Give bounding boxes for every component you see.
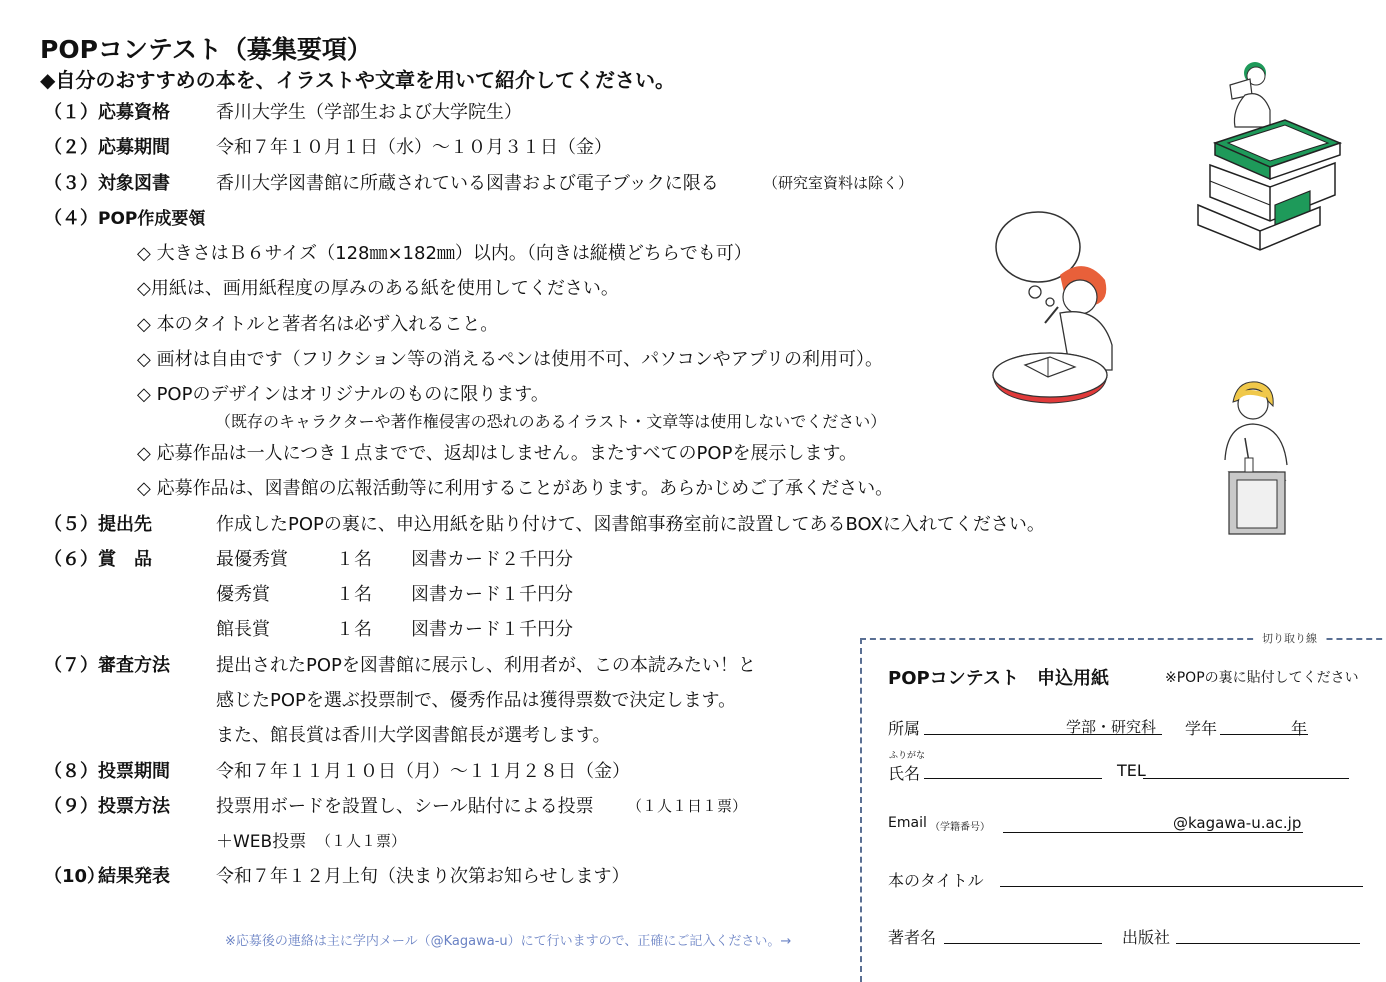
guideline-item: ◇用紙は、画用紙程度の厚みのある紙を使用してください。 [137, 278, 619, 299]
section-text: 令和７年１２月上旬（決まり次第お知らせします） [216, 866, 630, 887]
section-number: （８） [44, 761, 98, 782]
section-text: また、館長賞は香川大学図書館長が選考します。 [216, 725, 611, 746]
guideline-item: ◇ 画材は自由です（フリクション等の消えるペンは使用不可、パソコンやアプリの利用可）。 [137, 349, 884, 370]
section-number: （６） [44, 549, 98, 570]
section-text: 投票用ボードを設置し、シール貼付による投票 [216, 796, 594, 817]
prize-name: 最優秀賞 [216, 549, 288, 570]
publisher-field[interactable] [1176, 943, 1360, 944]
author-field[interactable] [944, 943, 1102, 944]
section-number: （７） [44, 655, 98, 676]
cut-line-label: 切り取り線 [1256, 630, 1323, 646]
section-label: 応募資格 [98, 102, 170, 123]
section-label: 賞 品 [98, 549, 152, 570]
prize-count: １名 [336, 619, 372, 640]
section-number: （５） [44, 514, 98, 535]
thinking-reader-illustration [990, 205, 1130, 410]
publisher-label: 出版社 [1122, 928, 1171, 947]
voting-person-illustration [1215, 380, 1295, 540]
prize-name: 優秀賞 [216, 584, 270, 605]
name-label: 氏名 [888, 764, 921, 783]
section-label: 提出先 [98, 514, 152, 535]
section-text: 令和７年１１月１０日（月）〜１１月２８日（金） [216, 761, 630, 782]
prize-reward: 図書カード２千円分 [411, 549, 573, 570]
prize-count: １名 [336, 549, 372, 570]
page-title: POPコンテスト（募集要項） [40, 35, 372, 64]
section-text: 感じたPOPを選ぶ投票制で、優秀作品は獲得票数で決定します。 [216, 690, 737, 711]
section-label: 投票期間 [98, 761, 170, 782]
section-label: 投票方法 [98, 796, 170, 817]
form-title: POPコンテスト 申込用紙 [888, 668, 1109, 689]
book-title-label: 本のタイトル [888, 871, 984, 890]
section-text: 香川大学生（学部生および大学院生） [216, 102, 522, 123]
prize-reward: 図書カード１千円分 [411, 584, 573, 605]
section-number: （３） [44, 173, 98, 194]
section-label: 対象図書 [98, 173, 170, 194]
prize-name: 館長賞 [216, 619, 270, 640]
section-number: （10） [44, 866, 106, 887]
contact-note: ※応募後の連絡は主に学内メール（@Kagawa-u）にて行いますので、正確にご記入ください。→ [225, 934, 792, 949]
name-field[interactable] [924, 778, 1102, 779]
book-stack-reader-illustration [1190, 55, 1360, 255]
section-number: （１） [44, 102, 98, 123]
section-text: ＋WEB投票 [216, 832, 307, 852]
section-text: 令和７年１０月１日（水）〜１０月３１日（金） [216, 137, 612, 158]
form-note: ※POPの裏に貼付してください [1165, 670, 1359, 686]
prize-reward: 図書カード１千円分 [411, 619, 573, 640]
faculty-label: 学部・研究科 [1066, 718, 1157, 736]
guideline-item: ◇ 本のタイトルと著者名は必ず入れること。 [137, 314, 499, 335]
section-label: 審査方法 [98, 655, 170, 676]
section-number: （９） [44, 796, 98, 817]
guideline-subnote: （既存のキャラクターや著作権侵害の恐れのあるイラスト・文章等は使用しないでください） [215, 412, 887, 431]
section-text: 提出されたPOPを図書館に展示し、利用者が、この本読みたい！と [216, 655, 756, 676]
book-title-field[interactable] [1000, 886, 1363, 887]
section-note: （１人１日１票） [627, 797, 748, 815]
guideline-item: ◇ 大きさはＢ６サイズ（128㎜×182㎜）以内。（向きは縦横どちらでも可） [137, 243, 752, 264]
page-subtitle: ◆自分のおすすめの本を、イラストや文章を用いて紹介してください。 [40, 68, 675, 92]
email-domain: @kagawa-u.ac.jp [1173, 814, 1302, 832]
guideline-item: ◇ POPのデザインはオリジナルのものに限ります。 [137, 384, 549, 405]
tel-field[interactable] [1143, 778, 1349, 779]
email-note: （学籍番号） [930, 822, 990, 833]
section-label: 結果発表 [98, 866, 170, 887]
guideline-item: ◇ 応募作品は、図書館の広報活動等に利用することがあります。あらかじめご了承ください。 [137, 478, 894, 499]
section-number: （２） [44, 137, 98, 158]
tel-label: TEL [1117, 761, 1146, 780]
grade-label: 学年 [1185, 719, 1218, 738]
section-text: 作成したPOPの裏に、申込用紙を貼り付けて、図書館事務室前に設置してあるBOXに入れてください。 [216, 514, 1045, 535]
furigana-label: ふりがな [889, 751, 926, 761]
section-note: （１人１票） [316, 832, 407, 850]
section-number: （４） [44, 208, 98, 229]
section-note: （研究室資料は除く） [763, 174, 914, 192]
author-label: 著者名 [888, 928, 937, 947]
guideline-item: ◇ 応募作品は一人につき１点までで、返却はしません。またすべてのPOPを展示します。 [137, 443, 857, 464]
section-label: 応募期間 [98, 137, 170, 158]
email-field[interactable] [1003, 832, 1303, 833]
email-label: Email [888, 815, 927, 831]
affiliation-label: 所属 [888, 719, 921, 738]
section-text: 香川大学図書館に所蔵されている図書および電子ブックに限る [216, 173, 719, 194]
section-label: POP作成要領 [98, 209, 206, 229]
year-label: 年 [1291, 719, 1308, 738]
prize-count: １名 [336, 584, 372, 605]
